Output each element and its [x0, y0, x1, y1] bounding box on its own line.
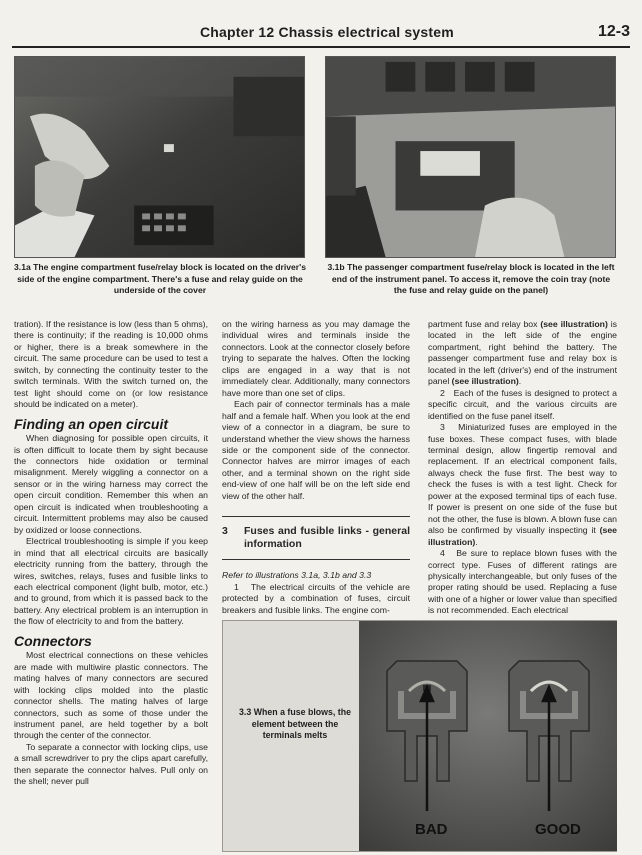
chapter-title: Chapter 12 Chassis electrical system	[200, 24, 454, 40]
paragraph: Each pair of connector terminals has a male half and a female half. When you look at the end view of a connector in a diagram, be sure to understand whether the view shows the harness side or the component side of the connector. Connector halves are mirror images of each other, and a terminal shown on the right side end-view of one half will be on the left side end view of the other half.	[222, 399, 410, 501]
section-heading	[222, 516, 410, 560]
paragraph-number: 3	[440, 422, 445, 433]
paragraph-number: 2	[440, 387, 445, 398]
text-run: .	[475, 536, 478, 547]
figure-3-1a-caption: 3.1a The engine compartment fuse/relay block is located on the driver's side of the engine compartment. There's a fuse and relay guide on the underside of the cover	[14, 262, 306, 295]
paragraph: When diagnosing for possible open circuits, it is often difficult to locate them by sight because the connectors hide oxidation or terminal misalignment. Merely wiggling a connector on a sensor or in the wiring harness may correct the open circuit condition. Remember this when an open circuit is indicated when troubleshooting a circuit. Intermittent problems may also be caused by oxidized or loose connections.	[14, 433, 208, 535]
text-column-3	[428, 319, 617, 617]
page-number: 12-3	[597, 23, 630, 40]
paragraph-number: 4	[440, 548, 445, 559]
paragraph	[428, 388, 617, 422]
page-header	[12, 22, 630, 44]
text-run: .	[518, 376, 522, 387]
figure-3-3	[222, 620, 617, 852]
illustration-ref: (see illustration)	[428, 525, 617, 547]
paragraph-text: Be sure to replace blown fuses with the correct type. Fuses of different ratings are physically interchangeable, but only fuses of the proper rating should be used. Replacing a fuse with one of a higher or lower value than specified is not recommended. Each electrical	[428, 548, 617, 616]
paragraph: Electrical troubleshooting is simple if you keep in mind that all electrical circuits are basically electricity running from the battery, through the wires, switches, relays, fuses and fusible links to each electrical component (light bulb, motor, etc.) and to ground, from which it is passed back to the battery. Any electrical problem is an interruption in the flow of electricity to and from the battery.	[14, 536, 208, 627]
passenger-fuse-block-photo	[325, 56, 616, 258]
paragraph: tration). If the resistance is low (less than 5 ohms), there is continuity; if the reading is 10,000 ohms or higher, there is a break somewhere in the circuit. The same procedure can be used to test a switch, by connecting the continuity tester to the switch terminals. With the switch turned on, the test light should come on (or low resistance should be indicated on a meter).	[14, 319, 208, 410]
paragraph	[428, 422, 617, 548]
heading-connectors: Connectors	[14, 632, 92, 649]
engine-fuse-block-photo	[14, 56, 305, 258]
paragraph-text: The electrical circuits of the vehicle are protected by a combination of fuses, circuit breakers and fusible links. The engine com-	[222, 581, 410, 615]
illustration-ref: (see illustration)	[451, 376, 519, 387]
text-run: partment fuse and relay box	[428, 319, 541, 329]
paragraph-number: 1	[234, 581, 239, 592]
fuse-comparison-illustration	[359, 621, 617, 851]
paragraph	[428, 319, 617, 388]
heading-finding-open-circuit: Finding an open circuit	[14, 415, 168, 432]
illustration-reference: Refer to illustrations 3.1a, 3.1b and 3.3	[222, 570, 372, 581]
text-run: Miniaturized fuses are employed in the fuse boxes. These compact fuses, with blade terminal design, allow fingertip removal and replacement. If an electrical component fails, always check the fuse first. The best way to check the fuses is with a test light. Check for power at the exposed terminal tips of each fuse. If power is present on one side of the fuse but not the other, the fuse is blown. A blown fuse can also be confirmed by visually inspecting it	[428, 422, 617, 536]
figure-3-3-caption: 3.3 When a fuse blows, the element between the terminals melts	[239, 707, 351, 740]
paragraph: Most electrical connections on these vehicles are made with multiwire plastic connectors. The mating halves of many connectors are secured with locking clips molded into the plastic connector shells. The mating halves of large connectors, such as some of those under the instrument panel, are held together by a bolt through the center of the connector.	[14, 650, 208, 741]
text-column-1	[14, 319, 208, 788]
good-label: GOOD	[535, 821, 581, 838]
bad-label: BAD	[415, 821, 448, 838]
fuse-comparison-photo	[359, 621, 617, 851]
figure-3-1b-caption: 3.1b The passenger compartment fuse/relay block is located in the left end of the instrument panel. To access it, remove the coin tray (note the fuse and relay guide on the panel)	[327, 262, 615, 295]
section-title: Fuses and fusible links - general information	[244, 525, 410, 551]
paragraph	[222, 582, 410, 616]
paragraph: To separate a connector with locking clips, use a small screwdriver to pry the clips apart carefully, then separate the connector halves. Pull only on the shell; never pull	[14, 741, 208, 787]
paragraph	[428, 548, 617, 617]
text-run: is located in the left side of the engine compartment, right behind the battery. The passenger compartment fuse and relay box is located in the left (driver's) end of the instrument panel	[428, 319, 618, 387]
illustration-ref: (see illustration)	[540, 319, 608, 329]
section-number: 3	[222, 525, 228, 538]
paragraph: on the wiring harness as you may damage the individual wires and terminals inside the connectors. Look at the connector closely before trying to separate the halves. Often the locking clips are engaged in a way that is not immediately clear. Additionally, many connectors have more than one set of clips.	[222, 319, 410, 398]
text-column-2	[222, 319, 410, 616]
header-rule	[12, 46, 630, 48]
paragraph-text: Each of the fuses is designed to protect a specific circuit, and the various circuits are identified on the fuse panel itself.	[428, 387, 617, 421]
